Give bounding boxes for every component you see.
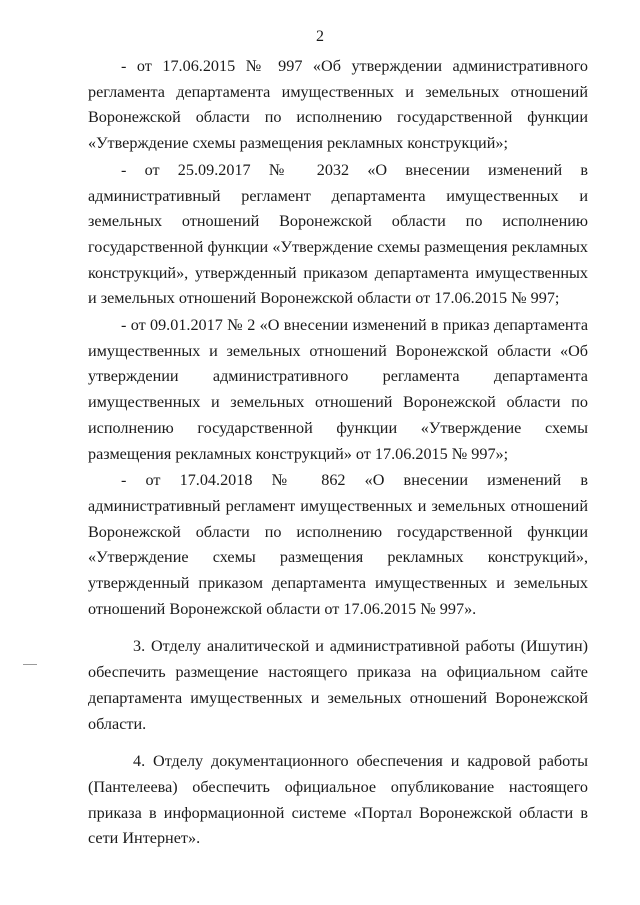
list-item-order-862: - от 17.04.2018 № 862 «О внесении изменений в административный регламент имущественных и земельных отношений Воронежской области по исполнению государственной функции «Утверждение схемы размещения рекламных конструкций», утвержденный приказом департамента имущественных и земельных отношений Воронежской области от 17.06.2015 № 997». [88, 471, 588, 618]
list-item-order-2032: - от 25.09.2017 № 2032 «О внесении изменений в административный регламент департамента имущественных и земельных отношений Воронежской области по исполнению государственной функции «Утверждение схемы размещения рекламных конструкций», утвержденный приказом департамента имущественных и земельных отношений Воронежской области от 17.06.2015 № 997; [88, 160, 588, 308]
document-body [88, 54, 588, 864]
page-number: 2 [316, 28, 324, 45]
clause-4: 4. Отделу документационного обеспечения и кадровой работы (Пантелеева) обеспечить официальное опубликование настоящего приказа в информационной системе «Портал Воронежской области в сети Интернет». [88, 752, 588, 848]
clause-3: 3. Отделу аналитической и административной работы (Ишутин) обеспечить размещение настоящего приказа на официальном сайте департамента имущественных и земельных отношений Воронежской области. [88, 637, 588, 733]
list-item-order-2: - от 09.01.2017 № 2 «О внесении изменений в приказ департамента имущественных и земельных отношений Воронежской области «Об утверждении административного регламента департамента имущественных и земельных отношений Воронежской области по исполнению государственной функции «Утверждение схемы размещения рекламных конструкций» от 17.06.2015 № 997»; [88, 316, 588, 463]
list-item-order-997: - от 17.06.2015 № 997 «Об утверждении административного регламента департамента имущественных и земельных отношений Воронежской области по исполнению государственной функции «Утверждение схемы размещения рекламных конструкций»; [88, 57, 588, 153]
margin-mark [23, 664, 37, 665]
